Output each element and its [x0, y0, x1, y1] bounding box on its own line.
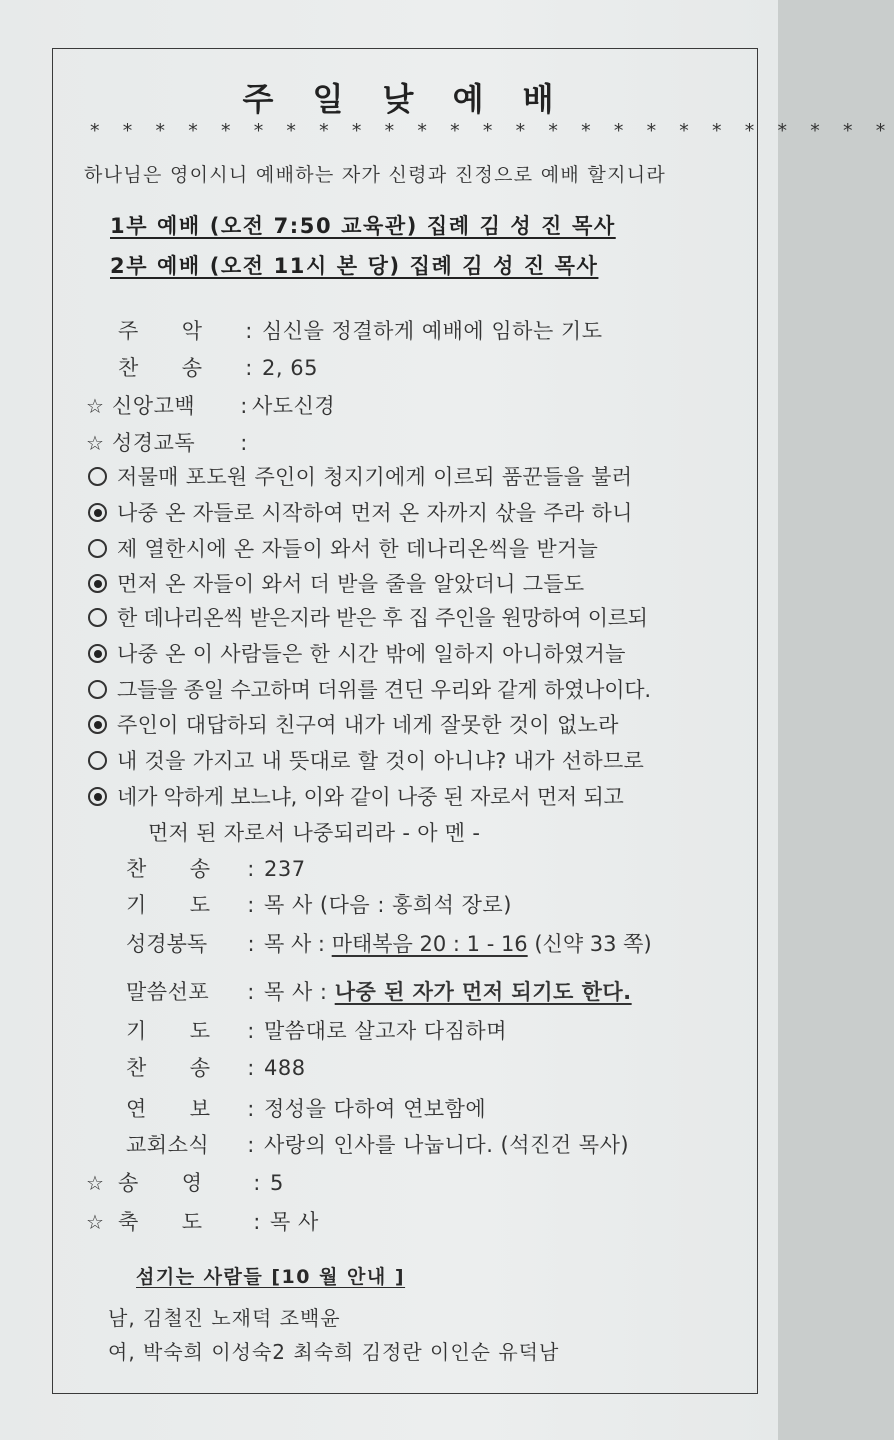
filled-circle-icon — [88, 503, 107, 522]
order-item-announcements — [92, 1129, 629, 1159]
star-icon: ☆ — [86, 1210, 105, 1234]
colon: : — [247, 980, 255, 1004]
order-item-scripture-reading — [92, 928, 652, 958]
star-icon: ☆ — [86, 394, 105, 418]
sermon-title: 나중 된 자가 먼저 되기도 한다. — [334, 980, 632, 1004]
reading-line — [88, 638, 626, 668]
order-label: 송 영 — [118, 1171, 203, 1195]
order-value: 목 사 (다음 : 홍희석 장로) — [264, 893, 512, 917]
order-value: 237 — [264, 857, 306, 881]
scripture-reference: 마태복음 20 : 1 - 16 — [331, 932, 528, 956]
reading-line — [88, 461, 632, 491]
order-label: 기 도 — [126, 893, 211, 917]
order-value: 정성을 다하여 연보함에 — [264, 1097, 487, 1121]
reading-line — [88, 674, 651, 704]
reading-line — [88, 533, 598, 563]
colon: : — [253, 1210, 261, 1234]
volunteers-heading: 섬기는 사람들 [10 월 안내 ] — [136, 1266, 406, 1288]
colon: : — [247, 1133, 255, 1157]
colon: : — [247, 857, 255, 881]
order-value: 목 사 — [270, 1210, 319, 1234]
colon: : — [247, 932, 255, 956]
empty-circle-icon — [88, 467, 107, 486]
order-item-creed — [86, 390, 335, 420]
colon: : — [247, 1097, 255, 1121]
page-reference: (신약 33 쪽) — [527, 932, 652, 956]
order-value: 488 — [264, 1056, 306, 1080]
colon: : — [253, 1171, 261, 1195]
colon: : — [247, 893, 255, 917]
order-label: 성경봉독 — [126, 932, 208, 956]
reading-line — [88, 709, 619, 739]
empty-circle-icon — [88, 539, 107, 558]
order-value: 목 사 : — [264, 980, 335, 1004]
reading-line — [88, 497, 633, 527]
star-icon: ☆ — [86, 1171, 105, 1195]
order-item-sermon — [92, 976, 632, 1006]
filled-circle-icon — [88, 574, 107, 593]
order-label: 연 보 — [126, 1097, 211, 1121]
star-icon: ☆ — [86, 431, 105, 455]
order-item-prayer-1 — [92, 889, 512, 919]
reading-text: 주인이 대답하되 친구여 내가 네게 잘못한 것이 없노라 — [117, 713, 619, 737]
order-value: 말씀대로 살고자 다짐하며 — [264, 1019, 507, 1043]
order-label: 축 도 — [118, 1210, 203, 1234]
order-item-hymn-2 — [92, 853, 306, 883]
filled-circle-icon — [88, 715, 107, 734]
order-value: 사랑의 인사를 나눕니다. (석진건 목사) — [264, 1133, 630, 1157]
filled-circle-icon — [88, 787, 107, 806]
order-value: 목 사 : — [264, 932, 332, 956]
empty-circle-icon — [88, 608, 107, 627]
order-item-prayer-2 — [92, 1015, 507, 1045]
order-value: 5 — [270, 1171, 284, 1195]
reading-text: 내 것을 가지고 내 뜻대로 할 것이 아니냐? 내가 선하므로 — [117, 749, 645, 773]
reading-line — [88, 745, 644, 775]
empty-circle-icon — [88, 680, 107, 699]
empty-circle-icon — [88, 751, 107, 770]
reading-text: 네가 악하게 보느냐, 이와 같이 나중 된 자로서 먼저 되고 — [117, 785, 624, 809]
scripture-verse: 하나님은 영이시니 예배하는 자가 신령과 진정으로 예배 할지니라 — [84, 164, 667, 186]
order-label: 성경교독 — [112, 431, 196, 455]
reading-text: 저물매 포도원 주인이 청지기에게 이르되 품꾼들을 불러 — [117, 465, 633, 489]
order-item-hymn-3 — [92, 1052, 306, 1082]
reading-amen-line: 먼저 된 자로서 나중되리라 - 아 멘 - — [148, 821, 481, 845]
order-value: 심신을 정결하게 예배에 임하는 기도 — [262, 319, 603, 343]
order-label: 찬 송 — [118, 356, 203, 380]
reading-text: 나중 온 자들로 시작하여 먼저 온 자까지 삯을 주라 하니 — [117, 501, 633, 525]
order-value: 사도신경 — [252, 394, 336, 418]
reading-text: 한 데나리온씩 받은지라 받은 후 집 주인을 원망하여 이르되 — [117, 606, 648, 630]
colon: : — [240, 431, 248, 455]
order-label: 기 도 — [126, 1019, 211, 1043]
colon: : — [240, 394, 248, 418]
reading-text: 나중 온 이 사람들은 한 시간 밖에 일하지 아니하였거늘 — [117, 642, 626, 666]
reading-text: 그들을 종일 수고하며 더위를 견딘 우리와 같게 하였나이다. — [117, 678, 651, 702]
order-item-prelude — [86, 315, 603, 345]
order-item-responsive-reading — [86, 427, 252, 457]
colon: : — [247, 1019, 255, 1043]
star-divider: * * * * * * * * * * * * * * * * * * * * * * * * * — [90, 120, 894, 142]
order-item-doxology — [86, 1167, 284, 1197]
order-item-hymn-1 — [86, 352, 318, 382]
reading-line — [88, 781, 624, 811]
volunteers-men: 남, 김철진 노재덕 조백윤 — [108, 1306, 341, 1330]
bulletin-title: 주 일 낮 예 배 — [242, 80, 568, 118]
order-label: 찬 송 — [126, 857, 211, 881]
reading-line — [88, 602, 648, 632]
order-label: 말씀선포 — [126, 980, 210, 1004]
order-label: 신앙고백 — [112, 394, 196, 418]
colon: : — [247, 1056, 255, 1080]
reading-line — [88, 568, 585, 598]
service-2-line: 2부 예배 (오전 11시 본 당) 집례 김 성 진 목사 — [110, 254, 599, 278]
order-label: 교회소식 — [126, 1133, 210, 1157]
volunteers-women: 여, 박숙희 이성숙2 최숙희 김정란 이인순 유덕남 — [108, 1340, 560, 1364]
order-value: 2, 65 — [262, 356, 318, 380]
order-label: 주 악 — [118, 319, 203, 343]
colon: : — [245, 319, 253, 343]
reading-text: 먼저 온 자들이 와서 더 받을 줄을 알았더니 그들도 — [117, 572, 585, 596]
order-item-benediction — [86, 1206, 319, 1236]
reading-text: 제 열한시에 온 자들이 와서 한 데나리온씩을 받거늘 — [117, 537, 599, 561]
service-1-line: 1부 예배 (오전 7:50 교육관) 집례 김 성 진 목사 — [110, 214, 616, 238]
filled-circle-icon — [88, 644, 107, 663]
colon: : — [245, 356, 253, 380]
order-label: 찬 송 — [126, 1056, 211, 1080]
order-item-offering — [92, 1093, 486, 1123]
